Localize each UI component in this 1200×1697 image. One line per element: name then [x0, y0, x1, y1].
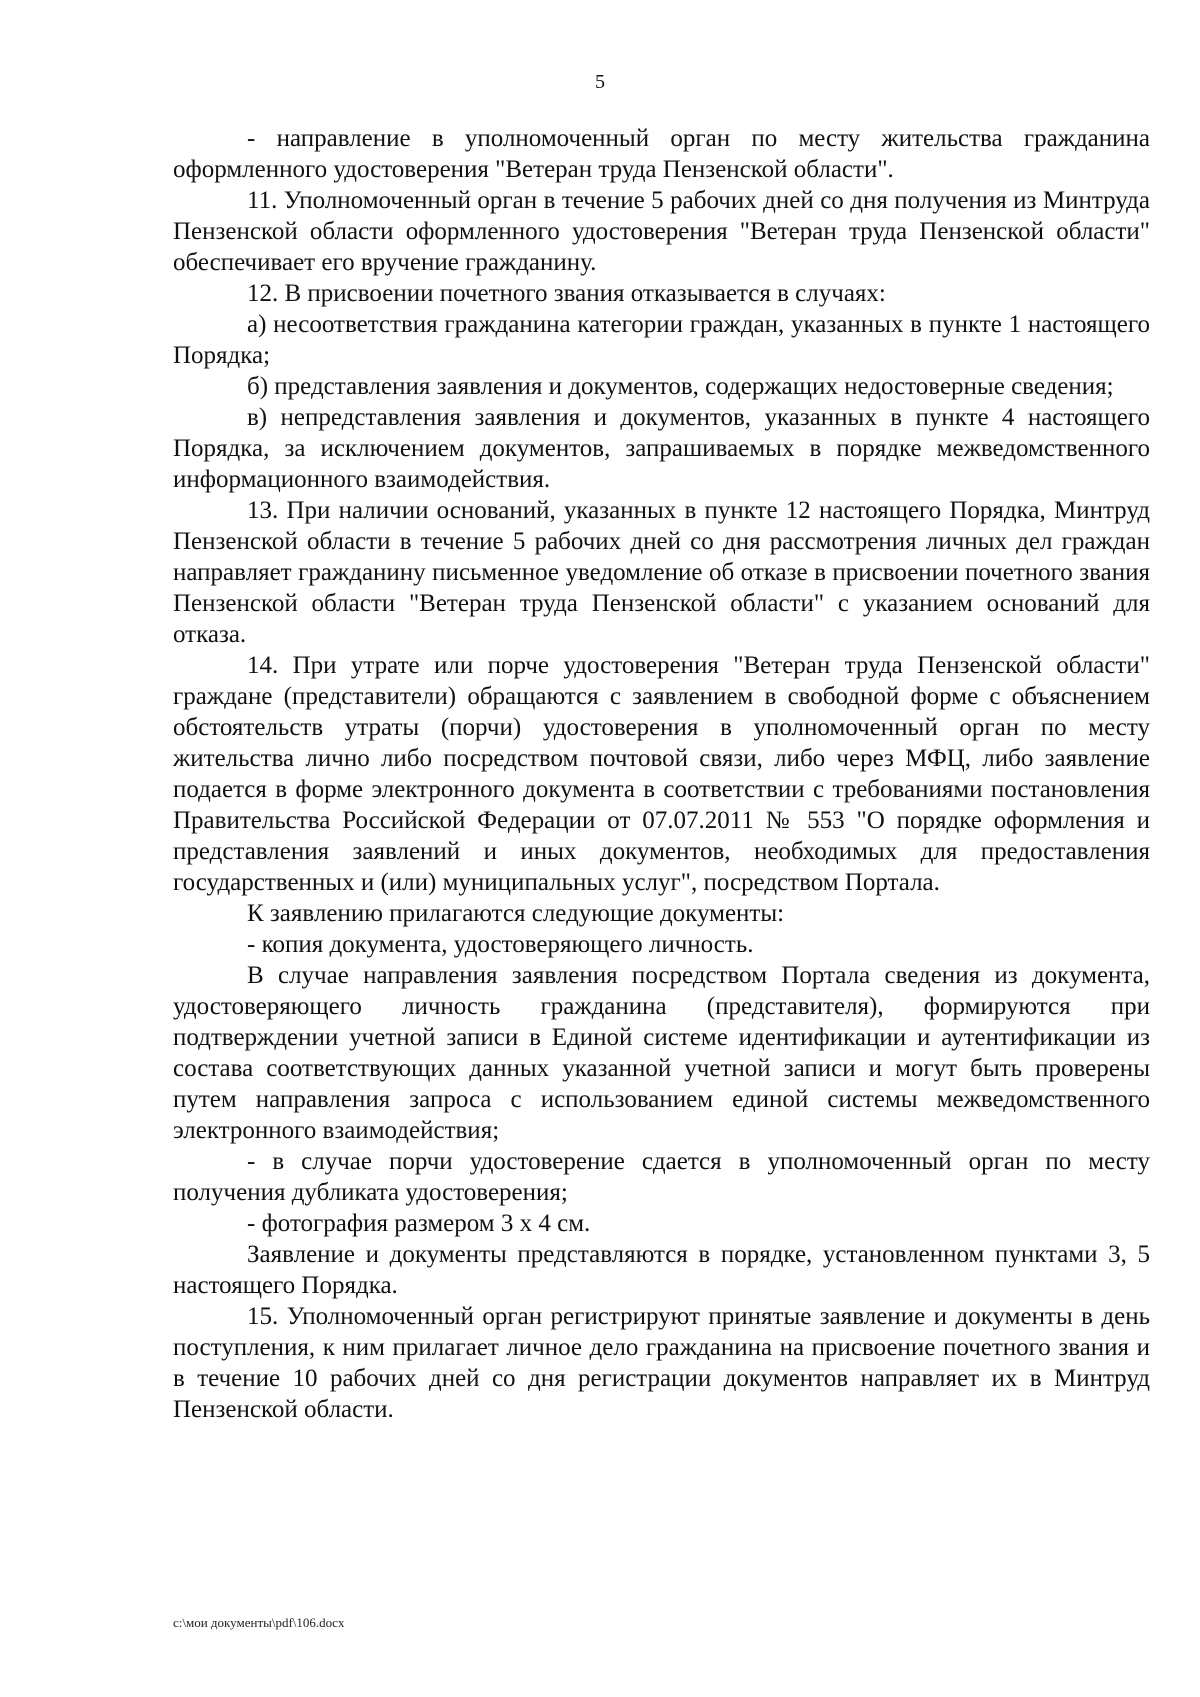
paragraph: - фотография размером 3 х 4 см.: [247, 1210, 591, 1237]
paragraph: 15. Уполномоченный орган регистрируют принятые заявление и документы в день поступления, к ним прилагает личное дело гражданина на присвоение почетного звания и в течение 10 рабочих дней со дня регистрации документов направляет их в Минтруд Пензенской области.: [173, 1303, 1150, 1423]
paragraph: 13. При наличии оснований, указанных в пункте 12 настоящего Порядка, Минтруд Пензенской области в течение 5 рабочих дней со дня рассмотрения личных дел граждан направляет гражданину письменное уведомление об отказе в присвоении почетного звания Пензенской области "Ветеран труда Пензенской области" с указанием оснований для отказа.: [173, 497, 1150, 648]
footer-file-path: c:\мои документы\pdf\106.docx: [173, 1615, 345, 1630]
page-number: 5: [595, 71, 605, 93]
paragraph: Заявление и документы представляются в порядке, установленном пунктами 3, 5 настоящего Порядка.: [173, 1241, 1150, 1299]
paragraph: В случае направления заявления посредством Портала сведения из документа, удостоверяющего личность гражданина (представителя), формируются при подтверждении учетной записи в Единой системе идентификации и аутентификации из состава соответствующих данных указанной учетной записи и могут быть проверены путем направления запроса с использованием единой системы межведомственного электронного взаимодействия;: [173, 962, 1150, 1144]
paragraph: 12. В присвоении почетного звания отказывается в случаях:: [247, 280, 886, 307]
paragraph: 11. Уполномоченный орган в течение 5 рабочих дней со дня получения из Минтруда Пензенской области оформленного удостоверения "Ветеран труда Пензенской области" обеспечивает его вручение гражданину.: [173, 187, 1150, 276]
paragraph: - направление в уполномоченный орган по месту жительства гражданина оформленного удостоверения "Ветеран труда Пензенской области".: [173, 125, 1150, 183]
paragraph: - копия документа, удостоверяющего личность.: [247, 931, 754, 958]
paragraph: б) представления заявления и документов, содержащих недостоверные сведения;: [247, 373, 1114, 400]
paragraph: в) непредставления заявления и документов, указанных в пункте 4 настоящего Порядка, за исключением документов, запрашиваемых в порядке межведомственного информационного взаимодействия.: [173, 404, 1150, 493]
paragraph: - в случае порчи удостоверение сдается в уполномоченный орган по месту получения дубликата удостоверения;: [173, 1148, 1150, 1206]
document-body: [173, 123, 1150, 1425]
paragraph: К заявлению прилагаются следующие документы:: [247, 900, 785, 927]
paragraph: 14. При утрате или порче удостоверения "Ветеран труда Пензенской области" граждане (представители) обращаются с заявлением в свободной форме с объяснением обстоятельств утраты (порчи) удостоверения в уполномоченный орган по месту жительства лично либо посредством почтовой связи, либо через МФЦ, либо заявление подается в форме электронного документа в соответствии с требованиями постановления Правительства Российской Федерации от 07.07.2011 № 553 "О порядке оформления и представления заявлений и иных документов, необходимых для предоставления государственных и (или) муниципальных услуг", посредством Портала.: [173, 652, 1150, 896]
paragraph: а) несоответствия гражданина категории граждан, указанных в пункте 1 настоящего Порядка;: [173, 311, 1150, 369]
